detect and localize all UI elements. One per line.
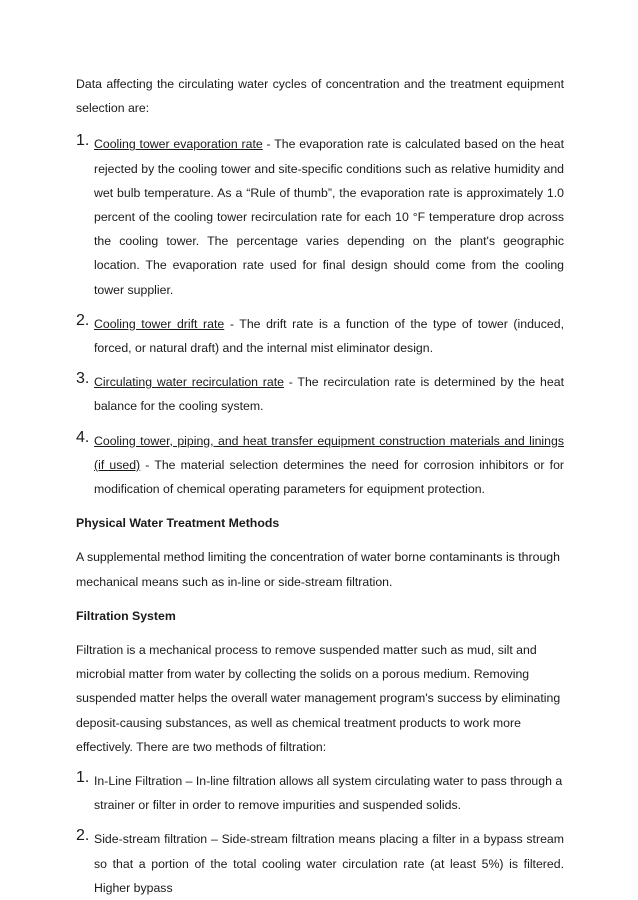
- list-number: 2.: [76, 827, 90, 845]
- factors-list: [76, 132, 564, 501]
- section-heading-physical: Physical Water Treatment Methods: [76, 516, 280, 531]
- filtration-paragraph: Filtration is a mechanical process to remove suspended matter such as mud, silt and microbial matter from water by collecting the solids on a porous medium. Removing suspended matter helps the overall water management program's success by eliminating deposit-causing substances, as well as chemical treatment products to work more effectively. There are two methods of filtration:: [76, 643, 561, 754]
- page-content: [76, 72, 564, 900]
- factor-term: Cooling tower, piping, and heat transfer equipment construction materials and linings (if used): [94, 433, 564, 472]
- list-number: 2.: [76, 311, 90, 329]
- method-item-1: [76, 769, 564, 817]
- factor-term: Cooling tower drift rate: [94, 316, 225, 331]
- factor-description: - The recirculation rate is determined by the heat balance for the cooling system.: [94, 375, 564, 414]
- factor-description: - The material selection determines the need for corrosion inhibitors or for modification of chemical operating parameters for equipment protection.: [94, 457, 564, 497]
- section-heading-filtration: Filtration System: [76, 608, 176, 623]
- methods-list: [76, 769, 564, 900]
- factor-item-2: [76, 312, 564, 360]
- intro-paragraph: Data affecting the circulating water cycles of concentration and the treatment equipment selection are:: [76, 77, 564, 116]
- method-item-2: [76, 827, 564, 900]
- list-number: 4.: [76, 428, 90, 446]
- factor-term: Cooling tower evaporation rate: [94, 137, 263, 152]
- method-description: In-Line Filtration – In-line filtration allows all system circulating water to pass through a strainer or filter in order to remove impurities and suspended solids.: [94, 774, 563, 813]
- list-number: 1.: [76, 132, 90, 150]
- factor-item-3: [76, 370, 564, 418]
- factor-description: - The drift rate is a function of the type of tower (induced, forced, or natural draft) and the internal mist eliminator design.: [94, 316, 564, 356]
- factor-term: Circulating water recirculation rate: [94, 375, 284, 390]
- list-number: 3.: [76, 370, 90, 388]
- list-number: 1.: [76, 769, 90, 787]
- factor-item-4: [76, 429, 564, 502]
- factor-item-1: [76, 132, 564, 301]
- method-description: Side-stream filtration – Side-stream filtration means placing a filter in a bypass stream so that a portion of the total cooling water circulation rate (at least 5%) is filtered. Higher bypass: [94, 832, 564, 895]
- factor-description: - The evaporation rate is calculated based on the heat rejected by the cooling tower and site-specific conditions such as relative humidity and wet bulb temperature. As a “Rule of thumb”, the evaporation rate is approximately 1.0 percent of the cooling tower recirculation rate for each 10 °F temperature drop across the cooling tower. The percentage varies depending on the plant's geographic location. The evaporation rate used for final design should come from the cooling tower supplier.: [94, 137, 564, 297]
- physical-paragraph: A supplemental method limiting the concentration of water borne contaminants is through mechanical means such as in-line or side-stream filtration.: [76, 550, 560, 589]
